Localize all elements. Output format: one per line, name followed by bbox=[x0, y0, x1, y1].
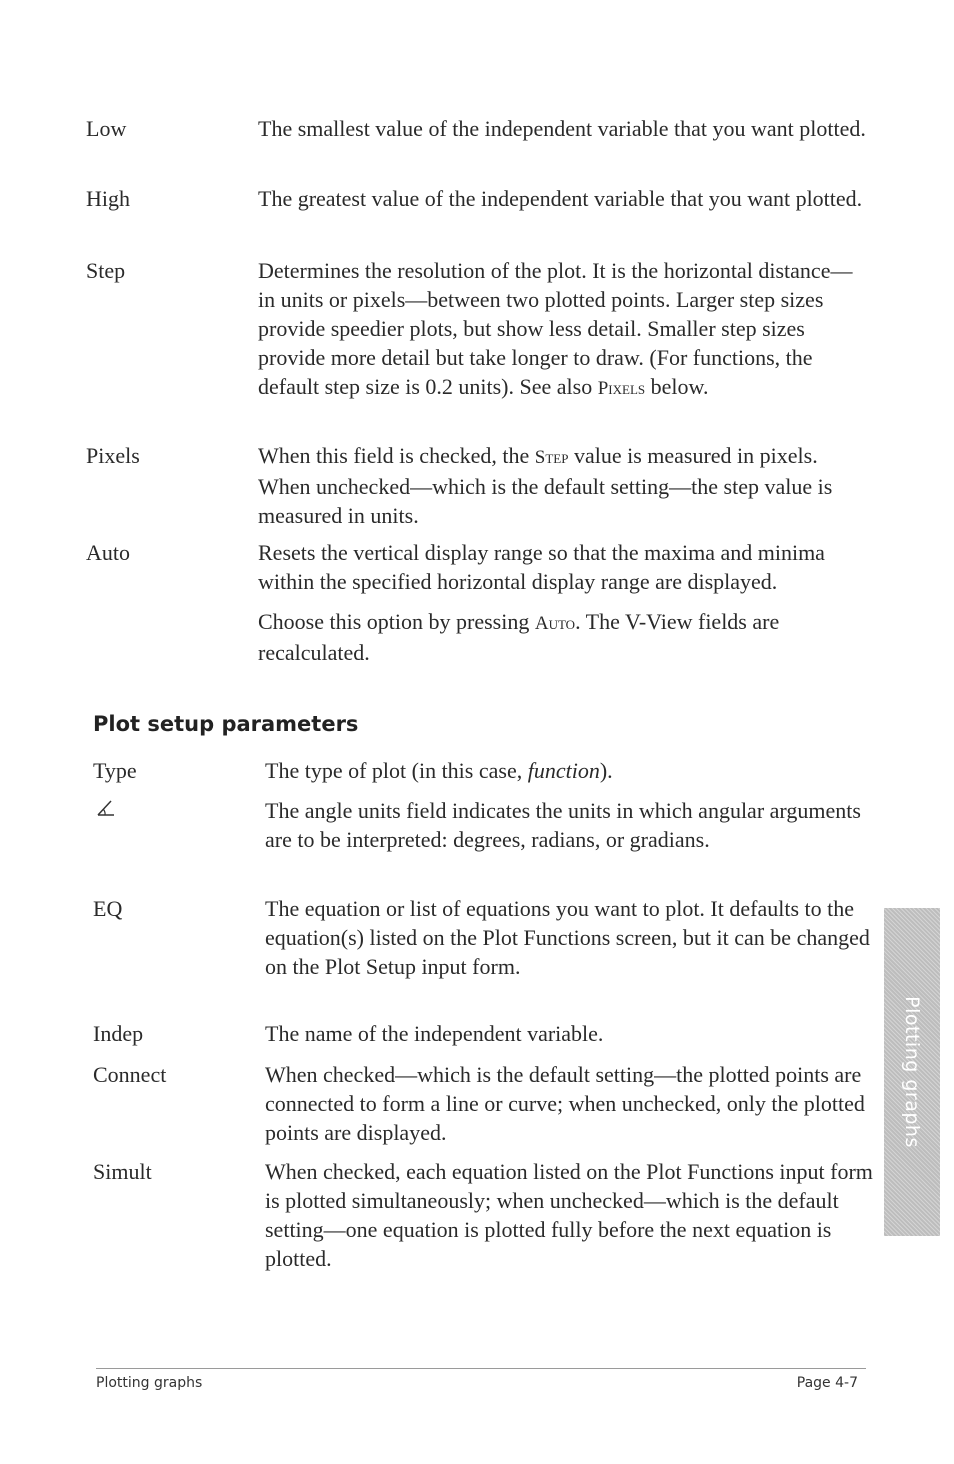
desc-pixels-text bbox=[258, 441, 868, 530]
desc-high bbox=[258, 184, 868, 213]
desc-simult-text: When checked, each equation listed on the Plot Functions input form is plotted simultaneously; when unchecked—which is the default setting—one equation is plotted fully before the next equation is plotted. bbox=[265, 1159, 873, 1271]
chapter-thumb-tab bbox=[884, 908, 940, 1236]
desc-type bbox=[265, 756, 875, 785]
desc-eq bbox=[265, 894, 875, 981]
term-high: High bbox=[86, 186, 130, 211]
desc-high-text: The greatest value of the independent variable that you want plotted. bbox=[258, 186, 863, 211]
desc-step-after: below. bbox=[645, 374, 709, 399]
desc-step bbox=[258, 256, 868, 403]
desc-eq-text: The equation or list of equations you want to plot. It defaults to the equation(s) listed on the Plot Functions screen, but it can be changed on the Plot Setup input form. bbox=[265, 896, 870, 979]
desc-indep bbox=[265, 1019, 875, 1048]
chapter-thumb-label: Plotting graphs bbox=[901, 996, 923, 1148]
footer-rule bbox=[96, 1368, 866, 1369]
desc-connect-text: When checked—which is the default setting—the plotted points are connected to form a line or curve; when unchecked, only the plotted points are displayed. bbox=[265, 1062, 865, 1145]
desc-angle bbox=[265, 796, 875, 854]
term-eq: EQ bbox=[93, 896, 123, 921]
term-auto: Auto bbox=[86, 540, 130, 565]
desc-auto-text-2 bbox=[258, 607, 868, 667]
desc-type-italic: function bbox=[527, 758, 600, 783]
desc-auto-2-before: Choose this option by pressing bbox=[258, 609, 535, 634]
term-step: Step bbox=[86, 258, 126, 283]
desc-pixels-after: value is measured in pixels. When unchecked—which is the default setting—the step value is measured in units. bbox=[258, 443, 833, 528]
desc-low bbox=[258, 114, 868, 143]
footer-page-number: Page 4-7 bbox=[796, 1375, 858, 1391]
pixels-key-ref: Pixels bbox=[597, 378, 646, 399]
desc-low-text: The smallest value of the independent variable that you want plotted. bbox=[258, 116, 866, 141]
desc-type-after: ). bbox=[599, 758, 613, 783]
term-type: Type bbox=[93, 758, 137, 783]
desc-simult bbox=[265, 1157, 875, 1273]
section-heading: Plot setup parameters bbox=[93, 712, 359, 736]
desc-step-text bbox=[258, 256, 868, 403]
desc-pixels bbox=[258, 441, 868, 530]
auto-key-ref: Auto bbox=[534, 613, 576, 634]
footer-chapter-title: Plotting graphs bbox=[96, 1375, 203, 1391]
term-connect: Connect bbox=[93, 1062, 167, 1087]
desc-angle-text: The angle units field indicates the units in which angular arguments are to be interpreted: degrees, radians, or gradians. bbox=[265, 798, 861, 852]
term-simult: Simult bbox=[93, 1159, 152, 1184]
desc-type-text bbox=[265, 756, 875, 785]
desc-indep-text: The name of the independent variable. bbox=[265, 1021, 604, 1046]
term-pixels: Pixels bbox=[86, 443, 140, 468]
term-indep: Indep bbox=[93, 1021, 144, 1046]
step-key-ref: Step bbox=[534, 447, 569, 468]
desc-auto-2-after: . The V-View fields are recalculated. bbox=[258, 609, 780, 665]
desc-step-before: Determines the resolution of the plot. It is the horizontal distance—in units or pixels—between two plotted points. Larger step sizes provide speedier plots, but show less detail. Smaller step sizes provide more detail but take longer to draw. (For functions, the default step size is 0.2 units). See also bbox=[258, 258, 853, 399]
term-low: Low bbox=[86, 116, 127, 141]
desc-auto-text-1: Resets the vertical display range so that the maxima and minima within the specified horizontal display range are displayed. bbox=[258, 540, 825, 594]
desc-type-before: The type of plot (in this case, bbox=[265, 758, 528, 783]
angle-units-icon bbox=[95, 796, 117, 818]
desc-auto bbox=[258, 538, 868, 667]
term-angle bbox=[93, 796, 258, 825]
desc-connect bbox=[265, 1060, 875, 1147]
desc-pixels-before: When this field is checked, the bbox=[258, 443, 535, 468]
